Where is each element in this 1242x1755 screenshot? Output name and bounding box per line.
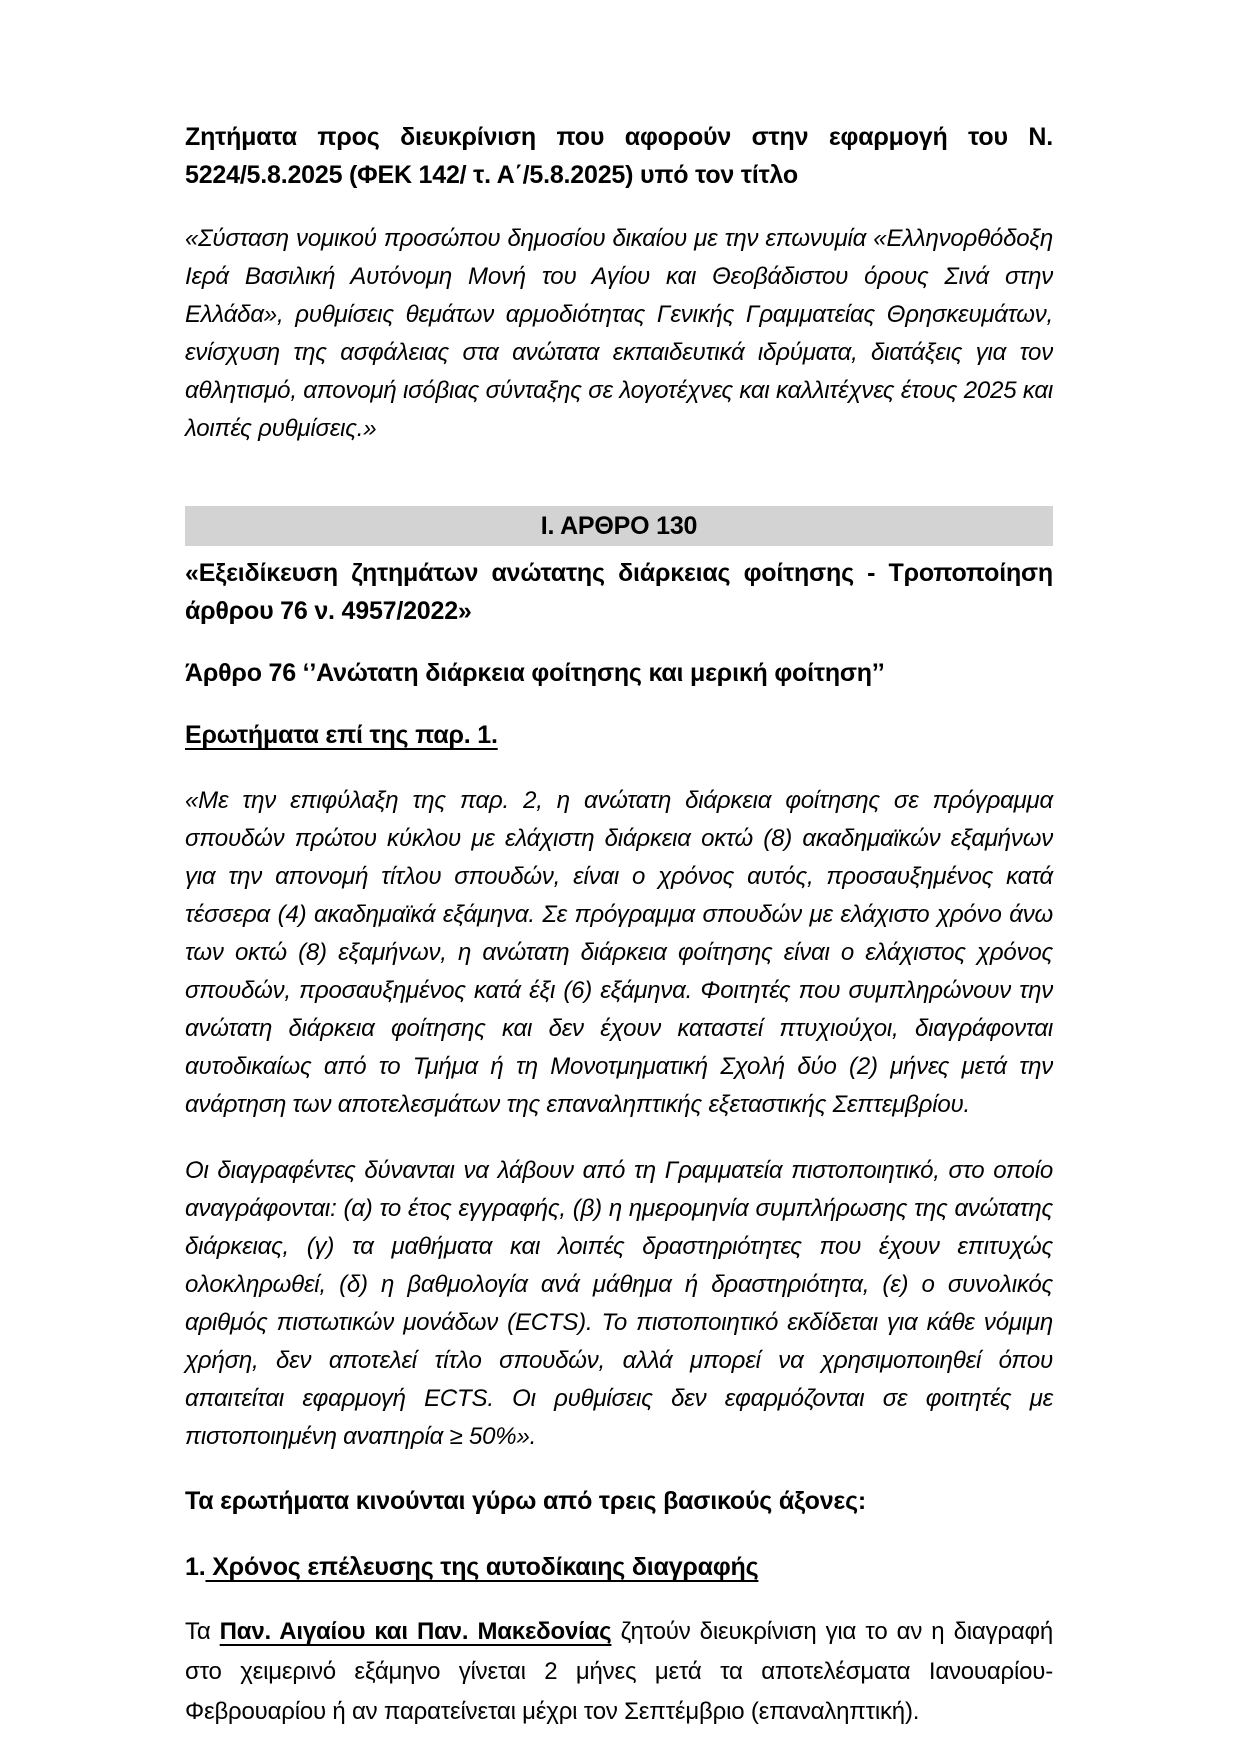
numbered-heading-text: Χρόνος επέλευσης της αυτοδίκαιης διαγραφής [205, 1553, 759, 1581]
article-heading: Άρθρο 76 ‘’Ανώτατη διάρκεια φοίτησης και μερική φοίτηση’’ [185, 659, 885, 687]
document-title: Ζητήματα προς διευκρίνιση που αφορούν στην εφαρμογή του Ν. 5224/5.8.2025 (ΦΕΚ 142/ τ. Α΄/5.8.2025) υπό τον τίτλο [185, 123, 1053, 189]
final-paragraph-lead: Τα [185, 1618, 220, 1645]
axes-heading: Τα ερωτήματα κινούνται γύρω από τρεις βασικούς άξονες: [185, 1487, 866, 1515]
quote-paragraph-1: «Με την επιφύλαξη της παρ. 2, η ανώτατη διάρκεια φοίτησης σε πρόγραμμα σπουδών πρώτου κύκλου με ελάχιστη διάρκεια οκτώ (8) ακαδημαϊκών εξαμήνων για την απονομή τίτλου σπουδών, είναι ο χρόνος αυτός, προσαυξημένος κατά τέσσερα (4) ακαδημαϊκά εξάμηνα. Σε πρόγραμμα σπουδών με ελάχιστο χρόνο άνω των οκτώ (8) εξαμήνων, η ανώτατη διάρκεια φοίτησης είναι ο ελάχιστος χρόνος σπουδών, προσαυξημένος κατά έξι (6) εξάμηνα. Φοιτητές που συμπληρώνουν την ανώτατη διάρκεια φοίτησης και δεν έχουν καταστεί πτυχιούχοι, διαγράφονται αυτοδικαίως από το Τμήμα ή τη Μονοτμηματική Σχολή δύο (2) μήνες μετά την ανάρτηση των αποτελεσμάτων της επαναληπτικής εξεταστικής Σεπτεμβρίου. [185, 787, 1053, 1118]
final-paragraph [185, 1612, 1053, 1732]
section-banner: Ι. ΑΡΘΡΟ 130 [185, 506, 1053, 546]
questions-heading: Ερωτήματα επί της παρ. 1. [185, 721, 498, 749]
section-heading: «Εξειδίκευση ζητημάτων ανώτατης διάρκειας φοίτησης - Τροποποίηση άρθρου 76 ν. 4957/2022» [185, 559, 1053, 625]
numbered-heading-1 [185, 1550, 1053, 1584]
universities-emphasis: Παν. Αιγαίου και Παν. Μακεδονίας [219, 1618, 612, 1645]
quote-paragraph-2: Οι διαγραφέντες δύνανται να λάβουν από τη Γραμματεία πιστοποιητικό, στο οποίο αναγράφονται: (α) το έτος εγγραφής, (β) η ημερομηνία συμπλήρωσης της ανώτατης διάρκειας, (γ) τα μαθήματα και λοιπές δραστηριότητες που έχουν επιτυχώς ολοκληρωθεί, (δ) η βαθμολογία ανά μάθημα ή δραστηριότητα, (ε) ο συνολικός αριθμός πιστωτικών μονάδων (ECTS). Το πιστοποιητικό εκδίδεται για κάθε νόμιμη χρήση, δεν αποτελεί τίτλο σπουδών, αλλά μπορεί να χρησιμοποιηθεί όπου απαιτείται εφαρμογή ECTS. Οι ρυθμίσεις δεν εφαρμόζονται σε φοιτητές με πιστοποιημένη αναπηρία ≥ 50%». [185, 1157, 1053, 1450]
numbered-heading-number: 1. [185, 1553, 206, 1581]
document-page [185, 118, 1053, 1732]
final-paragraph-rest: ζητούν διευκρίνιση για το αν η διαγραφή στο χειμερινό εξάμηνο γίνεται 2 μήνες μετά τα αποτελέσματα Ιανουαρίου-Φεβρουαρίου ή αν παρατείνεται μέχρι τον Σεπτέμβριο (επαναληπτική). [185, 1618, 1054, 1725]
law-title-quote: «Σύσταση νομικού προσώπου δημοσίου δικαίου με την επωνυμία «Ελληνορθόδοξη Ιερά Βασιλική Αυτόνομη Μονή του Αγίου και Θεοβάδιστου όρους Σινά στην Ελλάδα», ρυθμίσεις θεμάτων αρμοδιότητας Γενικής Γραμματείας Θρησκευμάτων, ενίσχυση της ασφάλειας στα ανώτατα εκπαιδευτικά ιδρύματα, διατάξεις για τον αθλητισμό, απονομή ισόβιας σύνταξης σε λογοτέχνες και καλλιτέχνες έτους 2025 και λοιπές ρυθμίσεις.» [185, 225, 1053, 442]
